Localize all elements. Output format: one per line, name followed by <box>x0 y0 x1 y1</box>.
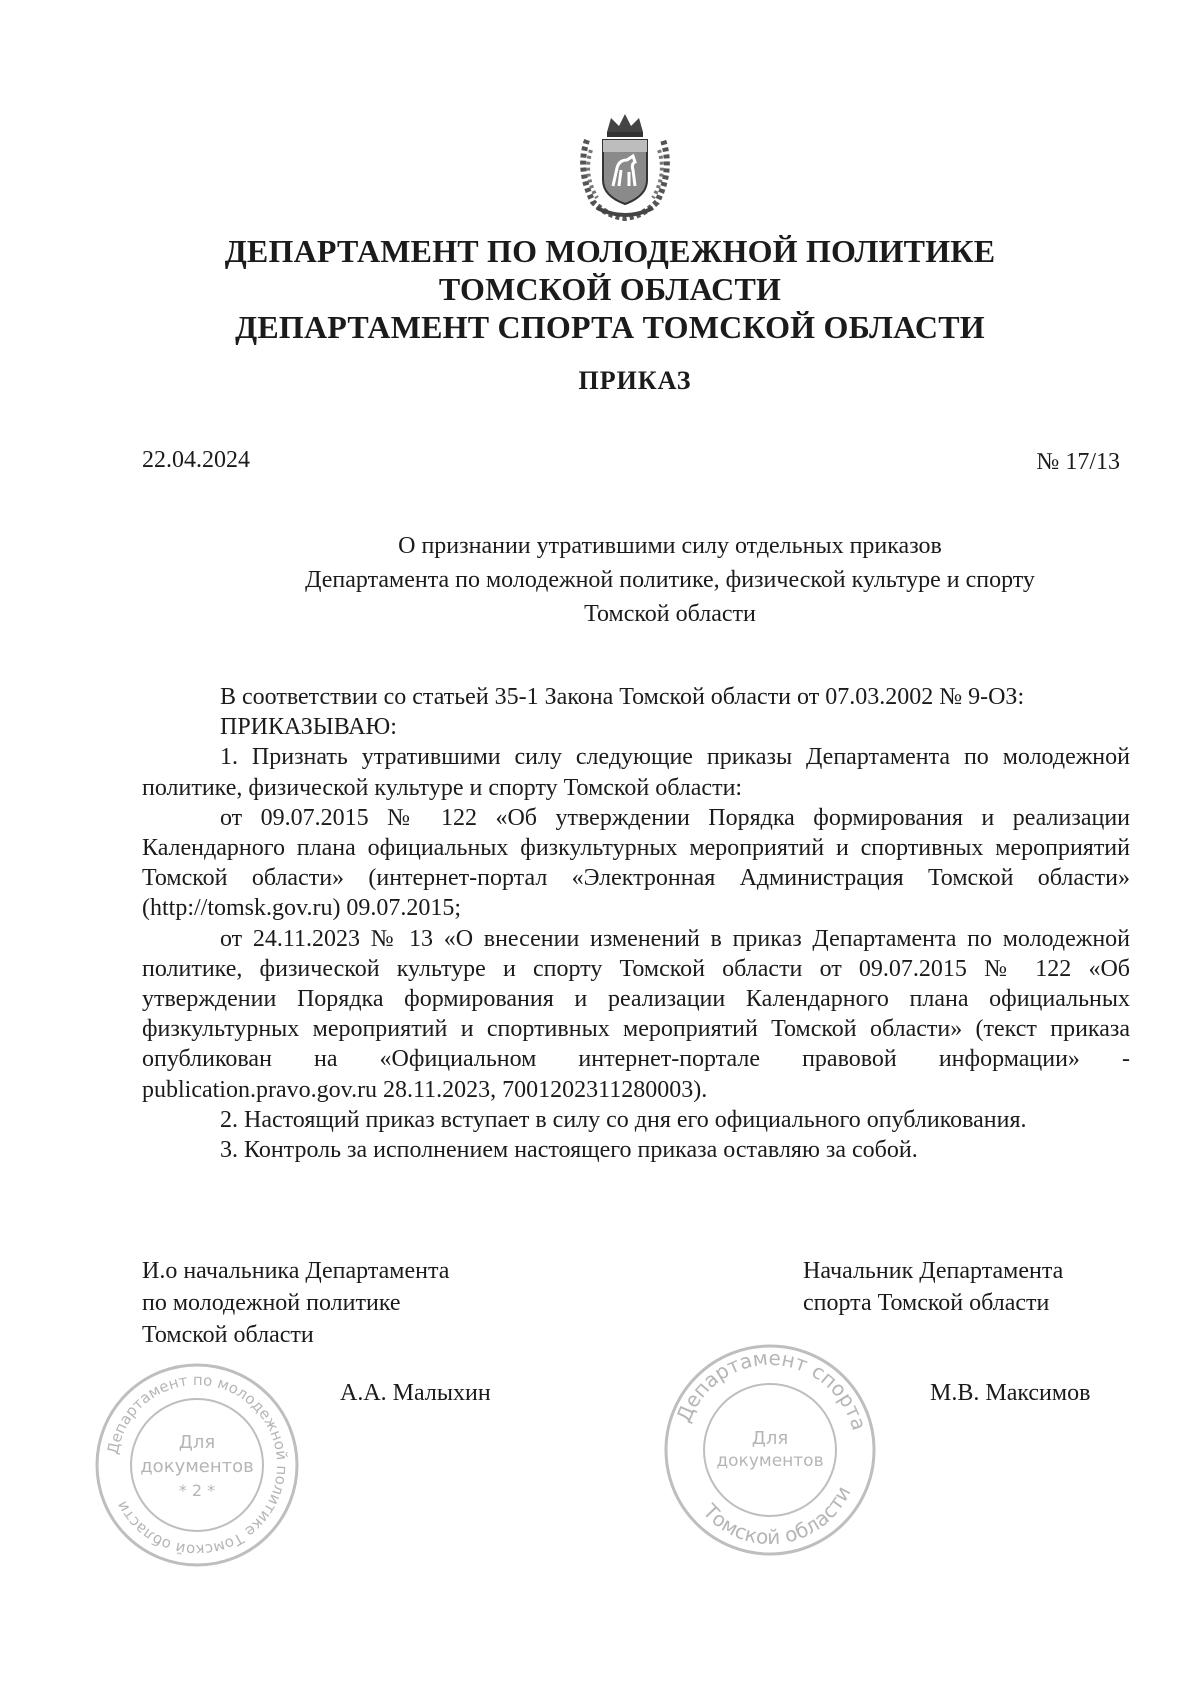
order-number: № 17/13 <box>1036 449 1120 475</box>
body-item-2: 2. Настоящий приказ вступает в силу со дня его официального опубликования. <box>220 1106 1027 1133</box>
body-item-1: 1. Признать утратившими силу следующие приказы Департамента по молодежной политике, физической культуре и спорту Томской области: <box>142 744 1130 801</box>
signatory-left-line-3: Томской области <box>142 1322 314 1348</box>
body-order-word: ПРИКАЗЫВАЮ: <box>220 714 397 741</box>
stamp-left-center-3: * 2 * <box>178 1481 216 1500</box>
signatory-left-title <box>142 1255 449 1351</box>
body-preamble: В соответствии со статьей 35-1 Закона Томской области от 07.03.2002 № 9-ОЗ: <box>220 684 1025 710</box>
stamp-right-ring-bottom: Томской области <box>698 1482 856 1550</box>
order-title: ПРИКАЗ <box>578 366 692 395</box>
body-item-1-order-b: от 24.11.2023 № 13 «О внесении изменений в приказ Департамента по молодежной политике, физической культуре и спорту Томской области от 09.07.2015 № 122 «Об утверждении Порядка формирования и реализации Календарного плана официальных физкультурных мероприятий и спортивных мероприятий Томской области» (текст приказа опубликован на «Официальном интернет-портале правовой информации» - publication.pravo.gov.ru 28.11.2023, 7001202311280003). <box>142 925 1130 1103</box>
body-item-1-order-a: от 09.07.2015 № 122 «Об утверждении Порядка формирования и реализации Календарного плана официальных физкультурных мероприятий и спортивных мероприятий Томской области» (интернет-портал «Электронная Администрация Томской области» (http://tomsk.gov.ru) 09.07.2015; <box>142 804 1130 922</box>
order-date: 22.04.2024 <box>142 447 250 473</box>
svg-text:Департамент спорта <box>671 1346 871 1433</box>
department-heading <box>150 232 1070 346</box>
stamp-left-center-2: документов <box>140 1456 254 1477</box>
subject-line-2: Департамента по молодежной политике, физической культуре и спорту <box>305 567 1035 593</box>
stamp-left-ring-text: Департамент по молодежной политике Томской области <box>103 1370 292 1560</box>
stamp-right <box>660 1340 880 1560</box>
coat-of-arms-icon <box>573 110 677 224</box>
stamp-right-center-1: Для <box>751 1428 789 1449</box>
order-subject <box>220 529 1120 631</box>
signatory-right-line-1: Начальник Департамента <box>803 1258 1064 1284</box>
order-body <box>142 682 1130 1165</box>
signatory-right-name: М.В. Максимов <box>930 1380 1091 1406</box>
heading-line-1: ДЕПАРТАМЕНТ ПО МОЛОДЕЖНОЙ ПОЛИТИКЕ <box>224 233 996 269</box>
stamp-right-center-2: документов <box>716 1451 824 1471</box>
signatory-right-line-2: спорта Томской области <box>803 1290 1050 1316</box>
subject-line-1: О признании утратившими силу отдельных приказов <box>398 533 942 559</box>
stamp-right-ring-top: Департамент спорта <box>671 1345 872 1433</box>
stamp-left-center-1: Для <box>178 1432 216 1453</box>
stamp-left <box>92 1360 302 1570</box>
signatory-right-title <box>803 1255 1063 1319</box>
body-item-3: 3. Контроль за исполнением настоящего приказа оставляю за собой. <box>220 1137 918 1164</box>
heading-line-3: ДЕПАРТАМЕНТ СПОРТА ТОМСКОЙ ОБЛАСТИ <box>235 309 985 345</box>
heading-line-2: ТОМСКОЙ ОБЛАСТИ <box>438 271 782 307</box>
subject-line-3: Томской области <box>584 601 756 627</box>
signatory-left-line-2: по молодежной политике <box>142 1290 401 1316</box>
signatory-left-name: А.А. Малыхин <box>340 1380 491 1406</box>
signatory-left-line-1: И.о начальника Департамента <box>142 1258 450 1284</box>
